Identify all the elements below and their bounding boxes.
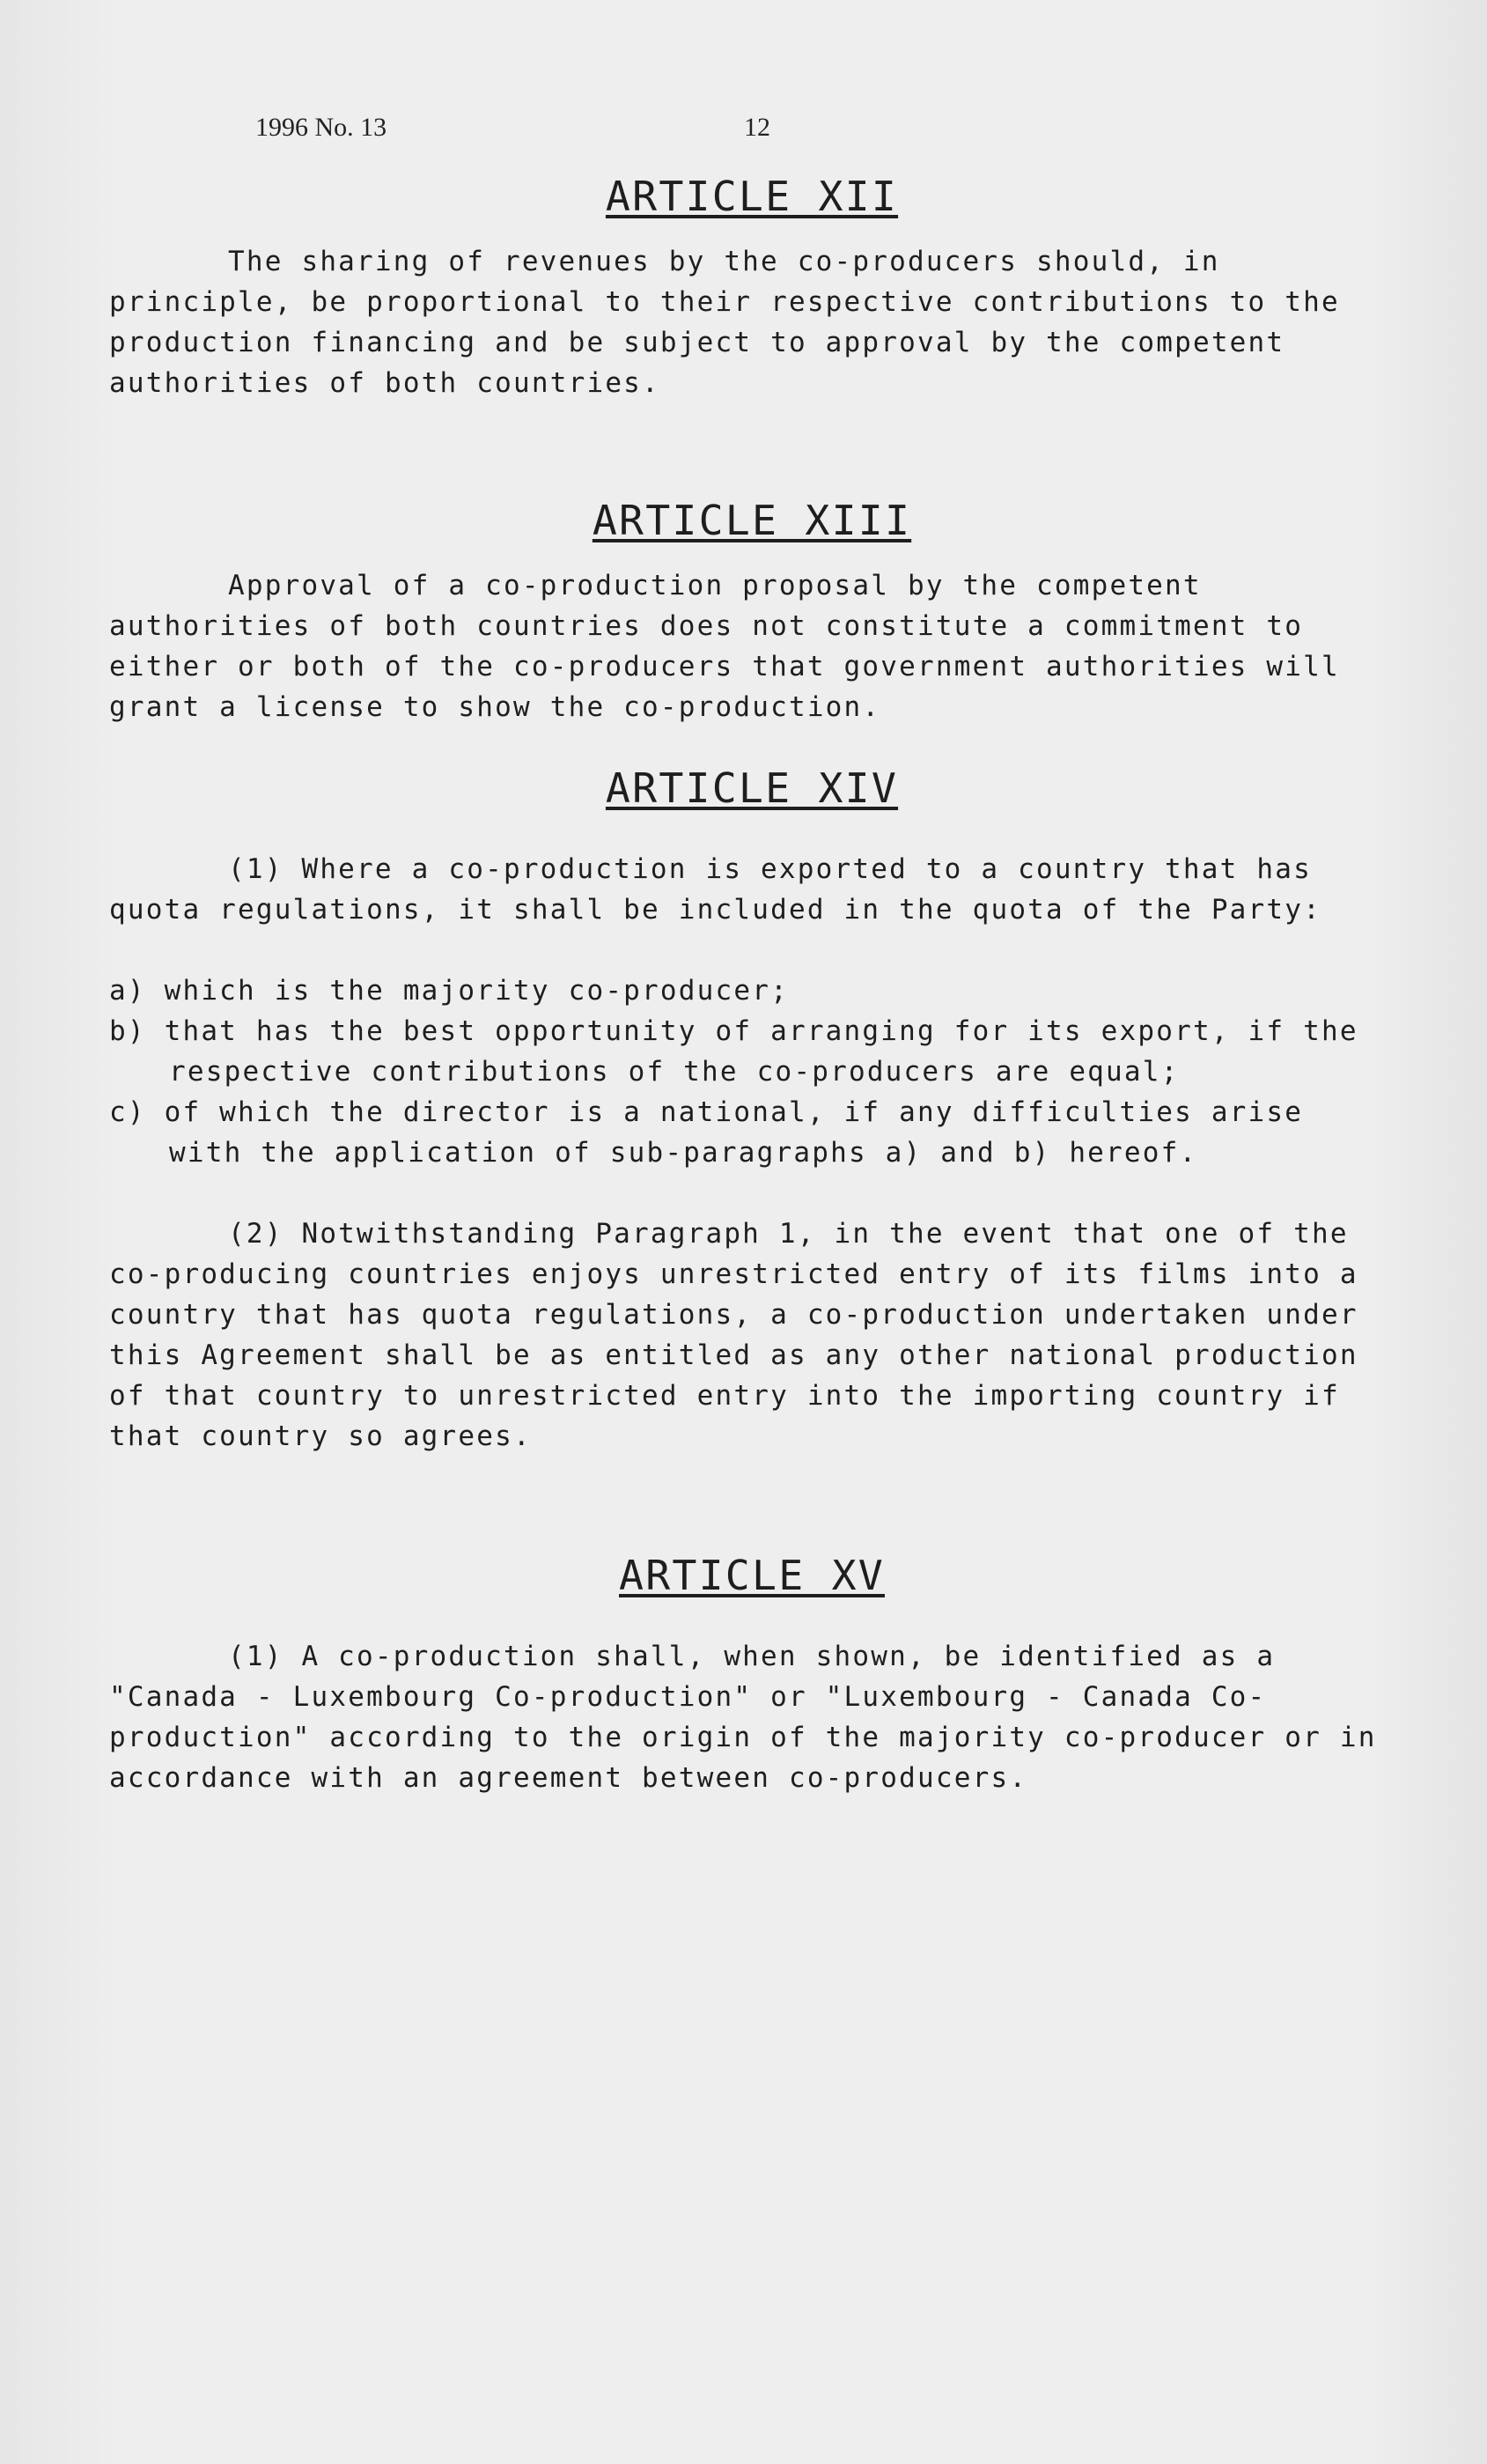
article-xv [109,1552,1395,1798]
article-xiv-list [109,970,1395,1173]
list-item: a) which is the majority co-producer; [109,975,789,1007]
article-xv-title: ARTICLE XV [619,1552,885,1599]
article-xiii-paragraph: Approval of a co-production proposal by the competent authorities of both countries does not constitute a commitment to either or both of the co-producers that government authorities will grant a license to show the co-production. [109,570,1340,723]
article-xiv-paragraph-1: (1) Where a co-production is exported to a country that has quota regulations, it shall be included in the quota of the Party: [109,853,1321,926]
list-item: b) that has the best opportunity of arranging for its export, if the respective contributions of the co-producers are equal; [109,1015,1358,1088]
article-xiv [109,764,1395,1457]
article-xii [109,173,1395,403]
article-xv-paragraph: (1) A co-production shall, when shown, be identified as a "Canada - Luxembourg Co-production" or "Luxembourg - Canada Co-production" according to the origin of the majority co-producer or in accordance with an agreement between co-producers. [109,1641,1377,1794]
article-xii-title: ARTICLE XII [605,173,899,220]
document-body [109,173,1395,1798]
article-xii-paragraph: The sharing of revenues by the co-producers should, in principle, be proportional to their respective contributions to the production financing and be subject to approval by the competent authorities of both countries. [109,246,1340,399]
article-xiii [109,497,1395,727]
article-xiv-title: ARTICLE XIV [605,764,899,812]
page-number: 12 [744,113,770,142]
article-xiii-title: ARTICLE XIII [592,497,912,544]
list-item: c) of which the director is a national, if any difficulties arise with the application of sub-paragraphs a) and b) hereof. [109,1096,1304,1169]
article-xiv-paragraph-2: (2) Notwithstanding Paragraph 1, in the event that one of the co-producing countries enjoys unrestricted entry of its films into a country that has quota regulations, a co-production undertaken under this Agreement shall be as entitled as any other national production of that country to unrestricted entry into the importing country if that country so agrees. [109,1218,1358,1452]
gazette-citation: 1996 No. 13 [255,113,387,142]
